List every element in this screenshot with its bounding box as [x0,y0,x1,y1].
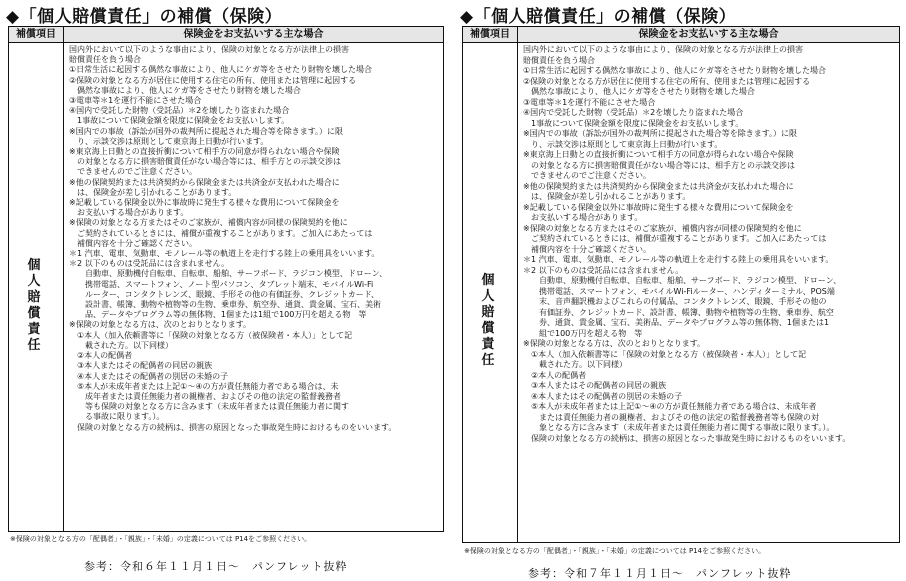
text-line: できませんのでご注意ください。 [523,171,651,180]
text-line: 賠償責任を負う場合 [523,55,595,65]
text-line: ご契約されているときには、補償が重複することがあります。ご加入にあたっては [69,228,373,238]
text-line: は、保険金が差し引かれることがあります。 [523,192,691,201]
text-line: 組で100万円を超える物 等 [523,328,643,338]
text-line: の対象となる方に損害賠償責任がない場合等には、相手方との示談交渉は [69,157,341,167]
text-line: ※東京海上日動との直接折衝について相手方の同意が得られない場合や保険 [523,150,794,159]
header-payment-cases: 保険金をお支払いする主な場合 [638,29,779,40]
coverage-item-cell [463,43,518,542]
text-line: 自動車、原動機付自転車、自転車、船舶、サーフボード、ラジコン模型、ドローン、 [69,269,388,279]
text-line: り、示談交渉は原則として東京海上日動が行います。 [69,136,269,146]
text-line: 券、通貨、貴金属、宝石、美術品、データやプログラム等の無体物、1個または1 [523,318,830,327]
header-payment-cases: 保険金をお支払いする主な場合 [183,29,324,40]
text-line: は、保険金が差し引かれることがあります。 [69,187,237,197]
text-line: 保険の対象となる方の続柄は、損害の原因となった事故発生時におけるものをいいます。 [69,422,397,432]
text-line: 偶然な事故により、他人にケガ等をさせたり財物を壊した場合 [523,87,755,96]
text-line: 末、音声翻訳機およびこれらの付属品、コンタクトレンズ、眼鏡、手形その他の [523,297,827,306]
header-coverage-item: 補償項目 [9,27,64,42]
text-line: ※保険の対象となる方またはそのご家族が、補償内容が同様の保険契約を他に [523,223,802,233]
text-line: 賠償責任を負う場合 [69,55,141,65]
text-line: 象となる方に含みます（未成年者または責任無能力者に関する事故に限ります。）。 [523,423,835,432]
text-line: ④本人またはその配偶者の別居の未婚の子 [69,371,229,381]
text-line: ※他の保険契約または共済契約から保険金または共済金が支払われた場合に [523,181,794,191]
text-line: ①日常生活に起因する偶然な事故により、他人にケガ等をさせたり財物を壊した場合 [523,66,827,75]
text-line: 保険の対象となる方の続柄は、損害の原因となった事故発生時におけるものをいいます。 [523,433,851,443]
text-line: ＊2 以下のものは受託品には含まれません。 [69,259,230,269]
text-line: 自動車、原動機付自転車、自転車、船舶、サーフボード、ラジコン模型、ドローン、 [523,276,842,285]
text-line: ②本人の配偶者 [69,351,133,361]
coverage-table [8,26,444,532]
text-line: お支払いする場合があります。 [523,213,643,222]
text-line: ご契約されているときには、補償が重複することがあります。ご加入にあたっては [523,234,827,243]
text-line: 載された方。以下同様） [523,360,627,369]
text-line: ルーター、コンタクトレンズ、眼鏡、手形その他の有価証券、クレジットカード、 [69,289,379,299]
coverage-item-label: 個人賠償責任 [27,258,41,353]
text-line: ＊1 汽車、電車、気動車、モノレール等の軌道上を走行する陸上の乗用具をいいます。 [523,255,834,264]
text-line: ※国内での事故（訴訟が国外の裁判所に提起された場合等を除きます。）に限 [69,126,344,136]
text-line: 補償内容を十分ご確認ください。 [69,238,197,248]
text-line: ④国内で受託した財物（受託品）＊2を壊したり盗まれた場合 [523,108,744,117]
text-line: お支払いする場合があります。 [69,208,189,218]
text-line: ③電車等＊1を運行不能にさせた場合 [69,96,202,106]
text-line: ④国内で受託した財物（受託品）＊2を壊したり盗まれた場合 [69,106,290,116]
text-line: ＊2 以下のものは受託品には含まれません。 [523,265,684,275]
text-line: ※保険の対象となる方またはそのご家族が、補償内容が同様の保険契約を他に [69,218,348,228]
text-line: 国内外において以下のような事由により、保険の対象となる方が法律上の損害 [69,45,349,54]
text-line: 国内外において以下のような事由により、保険の対象となる方が法律上の損害 [523,45,803,54]
text-line: ※他の保険契約または共済契約から保険金または共済金が支払われた場合に [69,177,340,187]
text-line: 等も保険の対象となる方に含みます（未成年者または責任無能力者に関す [69,402,349,412]
payment-cases-cell [523,45,895,444]
text-line: ※東京海上日動との直接折衝について相手方の同意が得られない場合や保険 [69,147,340,157]
footnote: ※保険の対象となる方の「配偶者」・「親族」・「未婚」の定義については P14をご参照ください。 [10,535,312,543]
text-line: ③電車等＊1を運行不能にさせた場合 [523,97,656,107]
text-line: 補償内容を十分ご確認ください。 [523,244,651,254]
text-line: ②保険の対象となる方が居住に使用する住宅の所有、使用または管理に起因する [69,75,357,85]
text-line: 携帯電話、スマートフォン、モバイルWi-Fiルーター、ハンディターミナル、POS端 [523,286,835,296]
section-title: ◆「個人賠償責任」の補償（保険） [460,7,737,27]
text-line: 品、データやプログラム等の無体物、1個または1組で100万円を超える物 等 [69,310,367,320]
text-line: できませんのでご注意ください。 [69,167,197,177]
coverage-item-cell [9,43,64,531]
text-line: 載された方。以下同様） [69,340,173,350]
text-line: ①本人（加入依頼書等に「保険の対象となる方（被保険者・本人）」として記 [523,349,807,359]
section-title: ◆「個人賠償責任」の補償（保険） [6,7,283,27]
text-line: の対象となる方に損害賠償責任がない場合等には、相手方との示談交渉は [523,160,795,170]
text-line: ＊1 汽車、電車、気動車、モノレール等の軌道上を走行する陸上の乗用具をいいます。 [69,249,380,259]
text-line: る事故に限ります。）。 [69,412,165,422]
text-line: ※保険の対象となる方は、次のとおりとなります。 [69,320,252,330]
reference-caption: 参考：令和６年１１月１日～ パンフレット抜粋 [84,560,348,573]
text-line: ⑤本人が未成年者または上記①～④の方が責任無能力者である場合は、未成年者 [523,402,817,411]
reference-caption: 参考：令和７年１１月１日～ パンフレット抜粋 [528,567,792,580]
text-line: 1事故について保険金額を限度に保険金をお支払いします。 [69,116,290,126]
text-line: 1事故について保険金額を限度に保険金をお支払いします。 [523,118,744,128]
text-line: ③本人またはその配偶者の同居の親族 [69,361,213,371]
table-header [463,27,899,43]
payment-cases-cell [69,45,439,433]
text-line: 有価証券、クレジットカード、設計書、帳簿、動物や植物等の生物、乗車券、航空 [523,307,834,317]
text-line: ①本人（加入依頼書等に「保険の対象となる方（被保険者・本人）」として記 [69,330,353,340]
text-line: ※記載している保険金以外に事故時に発生する様々な費用について保険金を [69,198,340,208]
text-line: ※国内での事故（訴訟が国外の裁判所に提起された場合等を除きます。）に限 [523,129,798,138]
text-line: ②保険の対象となる方が居住に使用する住宅の所有、使用または管理に起因する [523,76,811,86]
text-line: ④本人またはその配偶者の別居の未婚の子 [523,391,683,401]
text-line: ③本人またはその配偶者の同居の親族 [523,381,667,390]
text-line: 偶然な事故により、他人にケガ等をさせたり財物を壊した場合 [69,85,301,95]
coverage-table [462,26,900,543]
text-line: ⑤本人が未成年者または上記①～④の方が責任無能力者である場合は、未 [69,381,339,391]
text-line: ※保険の対象となる方は、次のとおりとなります。 [523,339,706,348]
footnote: ※保険の対象となる方の「配偶者」・「親族」・「未婚」の定義については P14をご参照ください。 [464,547,766,555]
text-line: 携帯電話、スマートフォン、ノート型パソコン、タブレット端末、モバイルWi-Fi [69,279,374,289]
coverage-item-label: 個人賠償責任 [481,273,495,368]
text-line: または責任無能力者の親権者、およびその他の法定の監督義務者等も保険の対 [523,412,819,422]
text-line: ①日常生活に起因する偶然な事故により、他人にケガ等をさせたり財物を壊した場合 [69,65,373,75]
text-line: 設計書、帳簿、動物や植物等の生物、乗車券、航空券、通貨、貴金属、宝石、美術 [69,300,381,310]
header-coverage-item: 補償項目 [463,27,518,42]
text-line: ※記載している保険金以外に事故時に発生する様々な費用について保険金を [523,202,794,212]
text-line: 成年者または責任無能力者の親権者、およびその他の法定の監督義務者 [69,391,341,401]
text-line: り、示談交渉は原則として東京海上日動が行います。 [523,139,723,149]
text-line: ②本人の配偶者 [523,370,587,380]
table-header [9,27,443,43]
